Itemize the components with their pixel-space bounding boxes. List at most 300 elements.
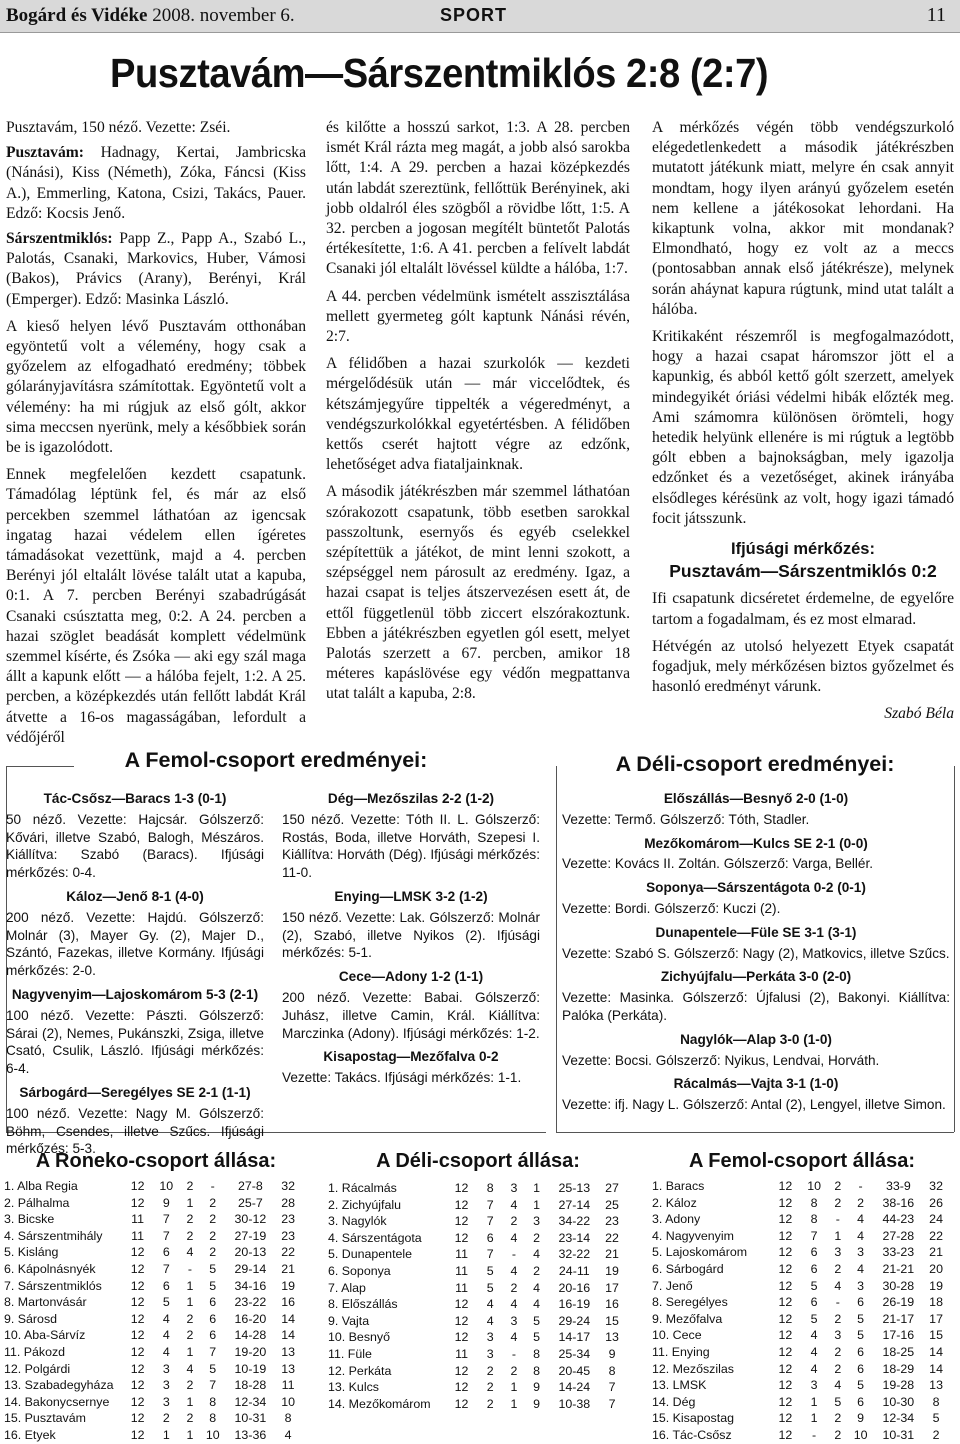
standings-cell: 17-16: [882, 1328, 915, 1343]
standings-cell: 3: [857, 1245, 865, 1260]
match-result-details: 100 néző. Vezette: Nagy M. Gólszerző: Böhm, Csendes, illetve Szűcs. Ifjúsági mérkőzés: 5-3.: [6, 1105, 264, 1157]
standings-cell: 17: [605, 1280, 619, 1295]
standings-cell: 27-19: [234, 1228, 267, 1243]
standings-cell: 18-25: [882, 1344, 915, 1359]
standings-row: [328, 1197, 624, 1214]
article-paragraph: A 44. percben védelmünk ismételt asszisztálása mellett gyermeteg gólt kaptunk Nánási révén, 2:7.: [326, 287, 630, 346]
standings-cell: 11: [131, 1228, 145, 1243]
standings-cell: 19-28: [882, 1378, 915, 1393]
standings-cell: 14: [929, 1361, 943, 1376]
standings-cell: 12: [778, 1411, 793, 1426]
standings-cell: 2: [834, 1427, 842, 1442]
match-result-heading: Enying—LMSK 3-2 (1-2): [334, 888, 488, 904]
standings-row: [328, 1213, 624, 1230]
standings-cell: 2: [510, 1280, 518, 1295]
standings-cell: 27-28: [882, 1228, 915, 1243]
standings-cell: 1: [186, 1195, 194, 1210]
standings-cell: 10-31: [882, 1427, 915, 1442]
standings-cell: 7: [162, 1228, 170, 1243]
standings-cell: 2: [932, 1427, 940, 1442]
standings-cell: 6: [209, 1328, 217, 1343]
team-name: 9. Mezőfalva: [652, 1311, 723, 1326]
standings-cell: 2: [186, 1328, 194, 1343]
standings-cell: 13: [605, 1330, 619, 1345]
standings-cell: 5: [533, 1330, 541, 1345]
youth-match-result: Pusztavám—Sárszentmiklós 0:2: [669, 561, 937, 582]
away-lineup: [6, 229, 306, 310]
standings-cell: 10: [853, 1427, 868, 1442]
deli-standings-table: [328, 1180, 624, 1412]
article-paragraph: Ennek megfelelően kezdett csapatunk. Támadólag léptünk fel, és már az első percekben szemmel láthatóan az igencsak ingatag hazai védelem ellen ígéretes támadásokat vezettünk, majd a 4. percben Berényi jól eltalált lövése talált utat a kapuba, 0:1. A 7. percben Berényi szabadrúgását Csanaki csúsztatta meg, 0:2. A 24. percben a hazai szöglet beadását komplett védelmünk szemmel kísérte, és Zsóka — aki egy szál maga állt a kapunk előtt — a hálóba fejelt, 1:2. A 25. percben, a középkezdés után fellőtt labdát Král átvette a 16-os magasságában, lefordult a védőjéről: [6, 466, 306, 746]
standings-row: [652, 1294, 948, 1311]
standings-cell: 3: [162, 1361, 170, 1376]
standings-cell: 1: [533, 1197, 541, 1212]
team-name: 16. Etyek: [4, 1427, 56, 1442]
standings-cell: 9: [533, 1396, 541, 1411]
standings-cell: 12: [130, 1278, 145, 1293]
standings-cell: 8: [533, 1363, 541, 1378]
team-name: 7. Alap: [328, 1280, 366, 1295]
standings-cell: 27-8: [237, 1179, 263, 1193]
standings-row: [328, 1379, 624, 1396]
standings-cell: 2: [834, 1361, 842, 1376]
standings-cell: 34-22: [558, 1214, 591, 1229]
standings-cell: 10-31: [234, 1411, 267, 1426]
standings-cell: 25-34: [558, 1346, 591, 1361]
team-name: 12. Polgárdi: [4, 1361, 71, 1376]
standings-cell: 4: [834, 1278, 842, 1293]
standings-row: [4, 1327, 300, 1344]
match-result-heading: Tác-Csősz—Baracs 1-3 (0-1): [43, 791, 227, 806]
article-paragraph: A mérkőzés végén több vendégszurkoló elégedetlenkedett a második játékrészben mutatott játékunk miatt, melyre én csak annyit mondtam, hogy ilyen arányú győzelem esetén nem kellene a játékosokat lehordani. Ha kikaptunk volna, akkor mit mondanak? Elmondható, hogy ez volt az a meccs (pontosabban annak első játékrésze), melynek során aháynat kapura rúgtunk, mind utat talált a hálóba.: [652, 119, 954, 318]
standings-cell: 7: [209, 1344, 217, 1359]
match-result-details: 150 néző. Vezette: Tóth II. L. Gólszerző: Rostás, Boda, illetve Horváth, Szepesi I. Kiállítva: Horváth (Dég). Ifjúsági mérkőzés: 11-0.: [282, 811, 540, 881]
standings-cell: 12: [454, 1197, 469, 1212]
standings-cell: 3: [533, 1214, 541, 1229]
standings-row: [652, 1394, 948, 1411]
standings-row: [652, 1327, 948, 1344]
standings-cell: 20: [929, 1261, 943, 1276]
standings-cell: 12: [778, 1179, 793, 1193]
match-result-heading: Dunapentele—Füle SE 3-1 (3-1): [655, 924, 857, 940]
standings-row: [652, 1244, 948, 1261]
standings-cell: 4: [510, 1297, 518, 1312]
femol-standings-table: [652, 1178, 948, 1444]
standings-row: [328, 1396, 624, 1413]
standings-cell: 11: [281, 1378, 295, 1393]
standings-cell: 23: [605, 1214, 619, 1229]
match-result-heading: Sárbogárd—Seregélyes SE 2-1 (1-1): [19, 1084, 251, 1100]
standings-cell: 8: [810, 1195, 818, 1210]
team-name: 4. Nagyvenyim: [652, 1228, 734, 1243]
standings-cell: 9: [608, 1346, 616, 1361]
standings-cell: 3: [834, 1328, 842, 1343]
standings-cell: 25-7: [237, 1195, 263, 1210]
standings-cell: 4: [533, 1280, 541, 1295]
standings-cell: 26-19: [882, 1295, 915, 1310]
standings-cell: 4: [857, 1228, 865, 1243]
standings-cell: 10-38: [558, 1396, 591, 1411]
standings-cell: 21: [605, 1247, 619, 1262]
standings-cell: 1: [533, 1181, 541, 1195]
standings-row: [4, 1244, 300, 1261]
home-lineup-label: Pusztavám:: [6, 144, 84, 162]
standings-cell: 13-36: [234, 1427, 267, 1442]
standings-cell: 12: [454, 1230, 469, 1245]
team-name: 3. Nagylók: [328, 1214, 387, 1229]
standings-cell: 14-17: [558, 1330, 591, 1345]
match-result-details: 50 néző. Vezette: Hajcsár. Gólszerző: Kővári, illetve Szabó, Balogh, Mészáros. Kiállítva: Szabó (Baracs). Ifjúsági mérkőzés: 0-4.: [6, 811, 264, 881]
standings-cell: 9: [857, 1411, 865, 1426]
standings-row: [652, 1311, 948, 1328]
standings-cell: 5: [834, 1394, 842, 1409]
standings-cell: 12: [454, 1313, 469, 1328]
standings-row: [328, 1280, 624, 1297]
standings-cell: 7: [608, 1380, 616, 1395]
standings-row: [4, 1278, 300, 1295]
standings-cell: 6: [857, 1344, 865, 1359]
standings-cell: 1: [162, 1427, 170, 1442]
article-paragraph: A kieső helyen lévő Pusztavám otthonában egyöntetű volt a vélemény, hogy csak a győzelem az elfogadható eredmény; többek gólarányjavításra számítottak. Egyöntetű volt a vélemény: ha mi rúgjuk az első gólt, akkor sima meccsen nyerünk, mely a későbbiek során be is igazolódott.: [6, 317, 306, 457]
standings-cell: 12: [130, 1427, 145, 1442]
standings-cell: 1: [810, 1411, 818, 1426]
standings-cell: 4: [834, 1378, 842, 1393]
team-name: 8. Előszállás: [328, 1297, 398, 1312]
standings-cell: 18-28: [234, 1378, 267, 1393]
standings-cell: 1: [186, 1278, 194, 1293]
article-author: Szabó Béla: [884, 705, 954, 723]
standings-cell: 25: [605, 1197, 619, 1212]
standings-cell: 3: [510, 1313, 518, 1328]
standings-cell: 3: [162, 1378, 170, 1393]
standings-cell: 5: [209, 1261, 217, 1276]
team-name: 8. Seregélyes: [652, 1295, 728, 1310]
team-name: 15. Pusztavám: [4, 1411, 86, 1426]
standings-cell: 1: [186, 1295, 194, 1310]
standings-row: [328, 1363, 624, 1380]
standings-cell: 29-24: [558, 1313, 591, 1328]
article-column-2: [326, 118, 630, 712]
standings-row: [652, 1228, 948, 1245]
standings-cell: 32: [281, 1179, 295, 1193]
deli-results-title: A Déli-csoport eredményei:: [615, 752, 895, 776]
standings-cell: 27: [605, 1181, 619, 1195]
standings-cell: 2: [209, 1195, 217, 1210]
standings-cell: -: [511, 1247, 516, 1262]
standings-cell: 2: [857, 1195, 865, 1210]
standings-cell: 20-16: [558, 1280, 591, 1295]
standings-cell: 4: [486, 1297, 494, 1312]
femol-results-title: A Femol-csoport eredményei:: [124, 748, 428, 772]
standings-cell: 38-16: [882, 1195, 915, 1210]
team-name: 2. Zichyújfalu: [328, 1197, 402, 1212]
standings-cell: 12: [778, 1245, 793, 1260]
page-header: [0, 0, 960, 33]
match-result-heading: Zichyújfalu—Perkáta 3-0 (2-0): [660, 969, 852, 985]
home-lineup: [6, 143, 306, 224]
standings-cell: 5: [857, 1378, 865, 1393]
standings-cell: 8: [486, 1181, 494, 1195]
team-name: 14. Mezőkomárom: [328, 1396, 431, 1411]
article-paragraph: A második játékrészben már szemmel láthatóan szórakozott csapatunk, több esetben sarokkal passzoltunk, esernyős és egyéb cselekkel szépítettük a játékot, de mint lenni szokott, a szépséggel nem párosult az eredmény. Igaz, a hazai csapat is teljes átszervezésen esett át, de ettől függetlenül több ziccert elszórakoztunk. Ebben a játékrészben egyetlen gól esett, melyet Palotás szerzett a 67. percben, amikor 18 méteres kapáslövése egy védőn megpattanva utat talált a kapuba, 2:8.: [326, 483, 630, 703]
team-name: 5. Dunapentele: [328, 1247, 413, 1262]
match-result-heading: Nagyvenyim—Lajoskomárom 5-3 (2-1): [11, 986, 259, 1002]
team-name: 1. Rácalmás: [328, 1181, 397, 1195]
standings-cell: 1: [186, 1344, 194, 1359]
team-name: 7. Jenő: [652, 1278, 693, 1293]
standings-cell: 6: [810, 1261, 818, 1276]
standings-cell: 3: [810, 1378, 818, 1393]
standings-cell: 12: [454, 1297, 469, 1312]
match-result-heading: Káloz—Jenő 8-1 (4-0): [66, 888, 204, 904]
standings-cell: 7: [209, 1378, 217, 1393]
standings-cell: 12: [778, 1344, 793, 1359]
standings-cell: 14-28: [234, 1328, 267, 1343]
standings-cell: 8: [209, 1394, 217, 1409]
standings-cell: -: [210, 1179, 215, 1193]
standings-row: [4, 1410, 300, 1427]
standings-cell: 13: [281, 1361, 295, 1376]
match-result-details: 200 néző. Vezette: Hajdú. Gólszerző: Molnár (3), Mayer Gy. (2), Majer D., Szántó, Fazekas, illetve Kormány. Ifjúsági mérkőzés: 2-0.: [6, 909, 264, 979]
standings-cell: 16: [281, 1295, 295, 1310]
standings-cell: 18-29: [882, 1361, 915, 1376]
standings-cell: 8: [533, 1346, 541, 1361]
youth-match-title: Ifjúsági mérkőzés:: [731, 540, 875, 559]
standings-cell: 33-9: [885, 1179, 911, 1193]
standings-cell: 32-22: [558, 1247, 591, 1262]
match-result-details: Vezette: Bocsi. Gólszerző: Nyikus, Lendvai, Horváth.: [562, 1052, 880, 1068]
match-result-heading: Rácalmás—Vajta 3-1 (1-0): [673, 1076, 839, 1092]
team-name: 6. Sárbogárd: [652, 1261, 724, 1276]
standings-cell: 20-45: [558, 1363, 591, 1378]
standings-cell: 30-28: [882, 1278, 915, 1293]
standings-row: [4, 1228, 300, 1245]
match-result-heading: Cece—Adony 1-2 (1-1): [338, 969, 484, 985]
standings-row: [328, 1296, 624, 1313]
team-name: 14. Dég: [652, 1394, 696, 1409]
standings-row: [328, 1263, 624, 1280]
standings-cell: 14: [929, 1344, 943, 1359]
standings-cell: 2: [834, 1344, 842, 1359]
standings-row: [4, 1211, 300, 1228]
roneko-standings-title: A Roneko-csoport állása:: [35, 1150, 277, 1172]
standings-cell: 8: [284, 1411, 292, 1426]
standings-cell: 23: [281, 1212, 295, 1227]
standings-row: [652, 1211, 948, 1228]
box-border: [954, 766, 955, 1132]
standings-cell: 5: [810, 1278, 818, 1293]
article-paragraph: Ifi csapatunk dicséretet érdemelne, de egyelőre tartom a fogadalmam, és ez most elmarad.: [652, 590, 954, 628]
standings-cell: 11: [455, 1346, 468, 1361]
standings-cell: 6: [810, 1295, 818, 1310]
standings-cell: 12: [130, 1261, 145, 1276]
team-name: 4. Sárszentágota: [328, 1230, 422, 1245]
publication-name: Bogárd és Vidéke: [6, 5, 148, 26]
standings-cell: 11: [131, 1212, 145, 1227]
standings-cell: 2: [834, 1311, 842, 1326]
standings-row: [4, 1195, 300, 1212]
publication-date: 2008. november 6.: [152, 5, 295, 26]
standings-row: [328, 1346, 624, 1363]
standings-cell: 22: [281, 1245, 295, 1260]
standings-row: [4, 1311, 300, 1328]
standings-cell: 22: [605, 1230, 619, 1245]
article-paragraph: A félidőben a hazai szurkolók — kezdeti mérgelődésük után — már viccelődtek, és kétszámjegyűre tippelték a végeredményt, a vendégszurkolókkal egyetértésben. A félidőben kettős cserét hajtott végre az edzőnk, lehetőséget adva fiataljainknak.: [326, 355, 630, 474]
standings-cell: 4: [284, 1427, 292, 1442]
standings-cell: -: [812, 1427, 817, 1442]
standings-cell: 5: [857, 1311, 865, 1326]
standings-cell: 2: [209, 1212, 217, 1227]
standings-cell: 21: [281, 1261, 295, 1276]
standings-cell: 12: [778, 1212, 793, 1227]
standings-cell: 12: [778, 1278, 793, 1293]
standings-cell: 2: [162, 1411, 170, 1426]
standings-cell: 5: [533, 1313, 541, 1328]
standings-cell: 3: [162, 1394, 170, 1409]
standings-cell: 14: [281, 1311, 295, 1326]
standings-cell: 1: [510, 1396, 518, 1411]
standings-row: [4, 1344, 300, 1361]
match-result-heading: Dég—Mezőszilas 2-2 (1-2): [327, 791, 495, 806]
standings-cell: 6: [209, 1311, 217, 1326]
standings-cell: 12: [130, 1328, 145, 1343]
match-result-heading: Soponya—Sárszentágota 0-2 (0-1): [646, 880, 866, 896]
standings-cell: 5: [486, 1263, 494, 1278]
standings-cell: 12: [778, 1261, 793, 1276]
team-name: 9. Sárosd: [4, 1311, 58, 1326]
match-result-details: 100 néző. Vezette: Pászti. Gólszerző: Sárai (2), Nemes, Pukánszki, Zsiga, illetve Csató, Csulik, László. Ifjúsági mérkőzés: 6-4.: [6, 1007, 264, 1077]
article-paragraph: Kritikaként részemről is megfogalmazódott, hogy a hazai csapat háromszor jött el a kapunkig, és abból kettő gólt szerzett, amelyek mindegyikét óriási védelmi hibák előzték meg. Ami számomra különösen örömteli, hogy hetedik helyünk ellenére is mi rúgtuk a legtöbb gólt ebben a bajnokságban, mely igazolja edzőnket és a vezetőséget, akinek irányába elsődleges kérésünk az volt, hogy igazi támadó focit játsszunk.: [652, 328, 954, 527]
standings-cell: 4: [510, 1197, 518, 1212]
standings-cell: 12: [778, 1394, 793, 1409]
team-name: 6. Soponya: [328, 1263, 391, 1278]
standings-cell: 8: [810, 1212, 818, 1227]
standings-cell: 7: [608, 1396, 616, 1411]
standings-cell: 10: [807, 1179, 822, 1193]
standings-cell: 4: [533, 1297, 541, 1312]
standings-cell: 1: [510, 1380, 518, 1395]
standings-cell: 4: [186, 1361, 194, 1376]
away-lineup-text: Papp Z., Papp A., Szabó L., Palotás, Csanaki, Markovics, Huber, Vámosi (Bakos), Právics (Arany), Berényi, Král (Emperger). Edző: Masinka László.: [6, 230, 306, 308]
standings-cell: 2: [533, 1263, 541, 1278]
team-name: 3. Adony: [652, 1212, 701, 1227]
femol-results-left: [6, 790, 264, 1158]
standings-cell: 2: [834, 1179, 842, 1193]
standings-cell: 2: [486, 1396, 494, 1411]
away-lineup-label: Sárszentmiklós:: [6, 230, 113, 248]
standings-cell: 2: [209, 1228, 217, 1243]
standings-cell: 6: [810, 1245, 818, 1260]
standings-cell: 5: [810, 1311, 818, 1326]
standings-cell: 4: [810, 1328, 818, 1343]
standings-cell: 12: [454, 1330, 469, 1345]
standings-row: [652, 1178, 948, 1195]
team-name: 14. Bakonycsernye: [4, 1394, 110, 1409]
match-result-details: 200 néző. Vezette: Babai. Gólszerző: Juhász, illetve Camin, Král. Kiállítva: Marczinka (Adony). Ifjúsági mérkőzés: 1-2.: [282, 989, 540, 1041]
team-name: 2. Káloz: [652, 1195, 697, 1210]
standings-cell: 1: [810, 1394, 818, 1409]
standings-cell: 3: [834, 1245, 842, 1260]
standings-cell: 5: [209, 1278, 217, 1293]
standings-cell: 5: [486, 1280, 494, 1295]
standings-cell: 19-20: [234, 1344, 267, 1359]
femol-standings-title: A Femol-csoport állása:: [689, 1150, 915, 1172]
standings-cell: 7: [486, 1197, 494, 1212]
standings-row: [328, 1230, 624, 1247]
standings-row: [4, 1394, 300, 1411]
standings-cell: 11: [455, 1280, 468, 1295]
standings-cell: 23-22: [234, 1295, 267, 1310]
standings-cell: 27-14: [558, 1197, 591, 1212]
team-name: 11. Pákozd: [4, 1344, 66, 1359]
standings-cell: 12: [778, 1328, 793, 1343]
standings-cell: 2: [186, 1378, 194, 1393]
standings-cell: 4: [810, 1361, 818, 1376]
home-lineup-text: Hadnagy, Kertai, Jambricska (Nánási), Kiss (Németh), Zóka, Fáncsi (Kiss A.), Emmerling, Katona, Csizi, Takács, Pauer. Edző: Kocsis Jenő.: [6, 144, 306, 222]
standings-cell: 10: [205, 1427, 220, 1442]
team-name: 6. Kápolnásnyék: [4, 1261, 96, 1276]
standings-cell: 29-14: [234, 1261, 267, 1276]
standings-cell: 21-21: [882, 1261, 915, 1276]
match-result-details: Vezette: Termő. Gólszerző: Tóth, Stadler.: [562, 811, 810, 827]
standings-cell: 6: [209, 1295, 217, 1310]
standings-cell: 5: [209, 1361, 217, 1376]
standings-cell: 19: [281, 1278, 295, 1293]
standings-cell: 4: [510, 1263, 518, 1278]
standings-cell: 5: [162, 1295, 170, 1310]
standings-row: [4, 1294, 300, 1311]
standings-cell: 12: [130, 1411, 145, 1426]
match-result-heading: Nagylók—Alap 3-0 (1-0): [680, 1031, 832, 1047]
team-name: 3. Bicske: [4, 1212, 55, 1227]
standings-cell: 2: [486, 1363, 494, 1378]
standings-row: [652, 1361, 948, 1378]
standings-cell: 5: [932, 1411, 940, 1426]
standings-cell: -: [835, 1212, 840, 1227]
standings-cell: 12: [778, 1427, 793, 1442]
standings-cell: 2: [186, 1228, 194, 1243]
standings-cell: 8: [209, 1411, 217, 1426]
team-name: 11. Füle: [328, 1346, 372, 1361]
standings-row: [652, 1195, 948, 1212]
standings-cell: 12: [130, 1361, 145, 1376]
standings-cell: 12-34: [882, 1411, 915, 1426]
standings-cell: 10-30: [882, 1394, 915, 1409]
standings-cell: 11: [455, 1263, 468, 1278]
standings-cell: 12: [130, 1394, 145, 1409]
standings-row: [4, 1361, 300, 1378]
standings-cell: 18: [929, 1295, 943, 1310]
standings-cell: 7: [486, 1247, 494, 1262]
standings-cell: 14-24: [558, 1380, 591, 1395]
standings-row: [652, 1427, 948, 1444]
standings-cell: 15: [929, 1328, 943, 1343]
standings-cell: 7: [486, 1214, 494, 1229]
standings-cell: 4: [857, 1212, 865, 1227]
standings-cell: 30-12: [234, 1212, 267, 1227]
standings-cell: 6: [857, 1394, 865, 1409]
standings-row: [652, 1344, 948, 1361]
standings-cell: 12: [778, 1378, 793, 1393]
team-name: 12. Perkáta: [328, 1363, 392, 1378]
match-result-details: 150 néző. Vezette: Lak. Gólszerző: Molnár (2), Szabó, illetve Nyikos (2). Ifjúsági mérkőzés: 5-1.: [282, 909, 540, 961]
standings-cell: 10-19: [234, 1361, 267, 1376]
team-name: 16. Tác-Csősz: [652, 1427, 732, 1442]
standings-cell: 13: [281, 1344, 295, 1359]
standings-cell: 2: [186, 1411, 194, 1426]
standings-cell: 4: [533, 1247, 541, 1262]
standings-cell: 9: [533, 1380, 541, 1395]
